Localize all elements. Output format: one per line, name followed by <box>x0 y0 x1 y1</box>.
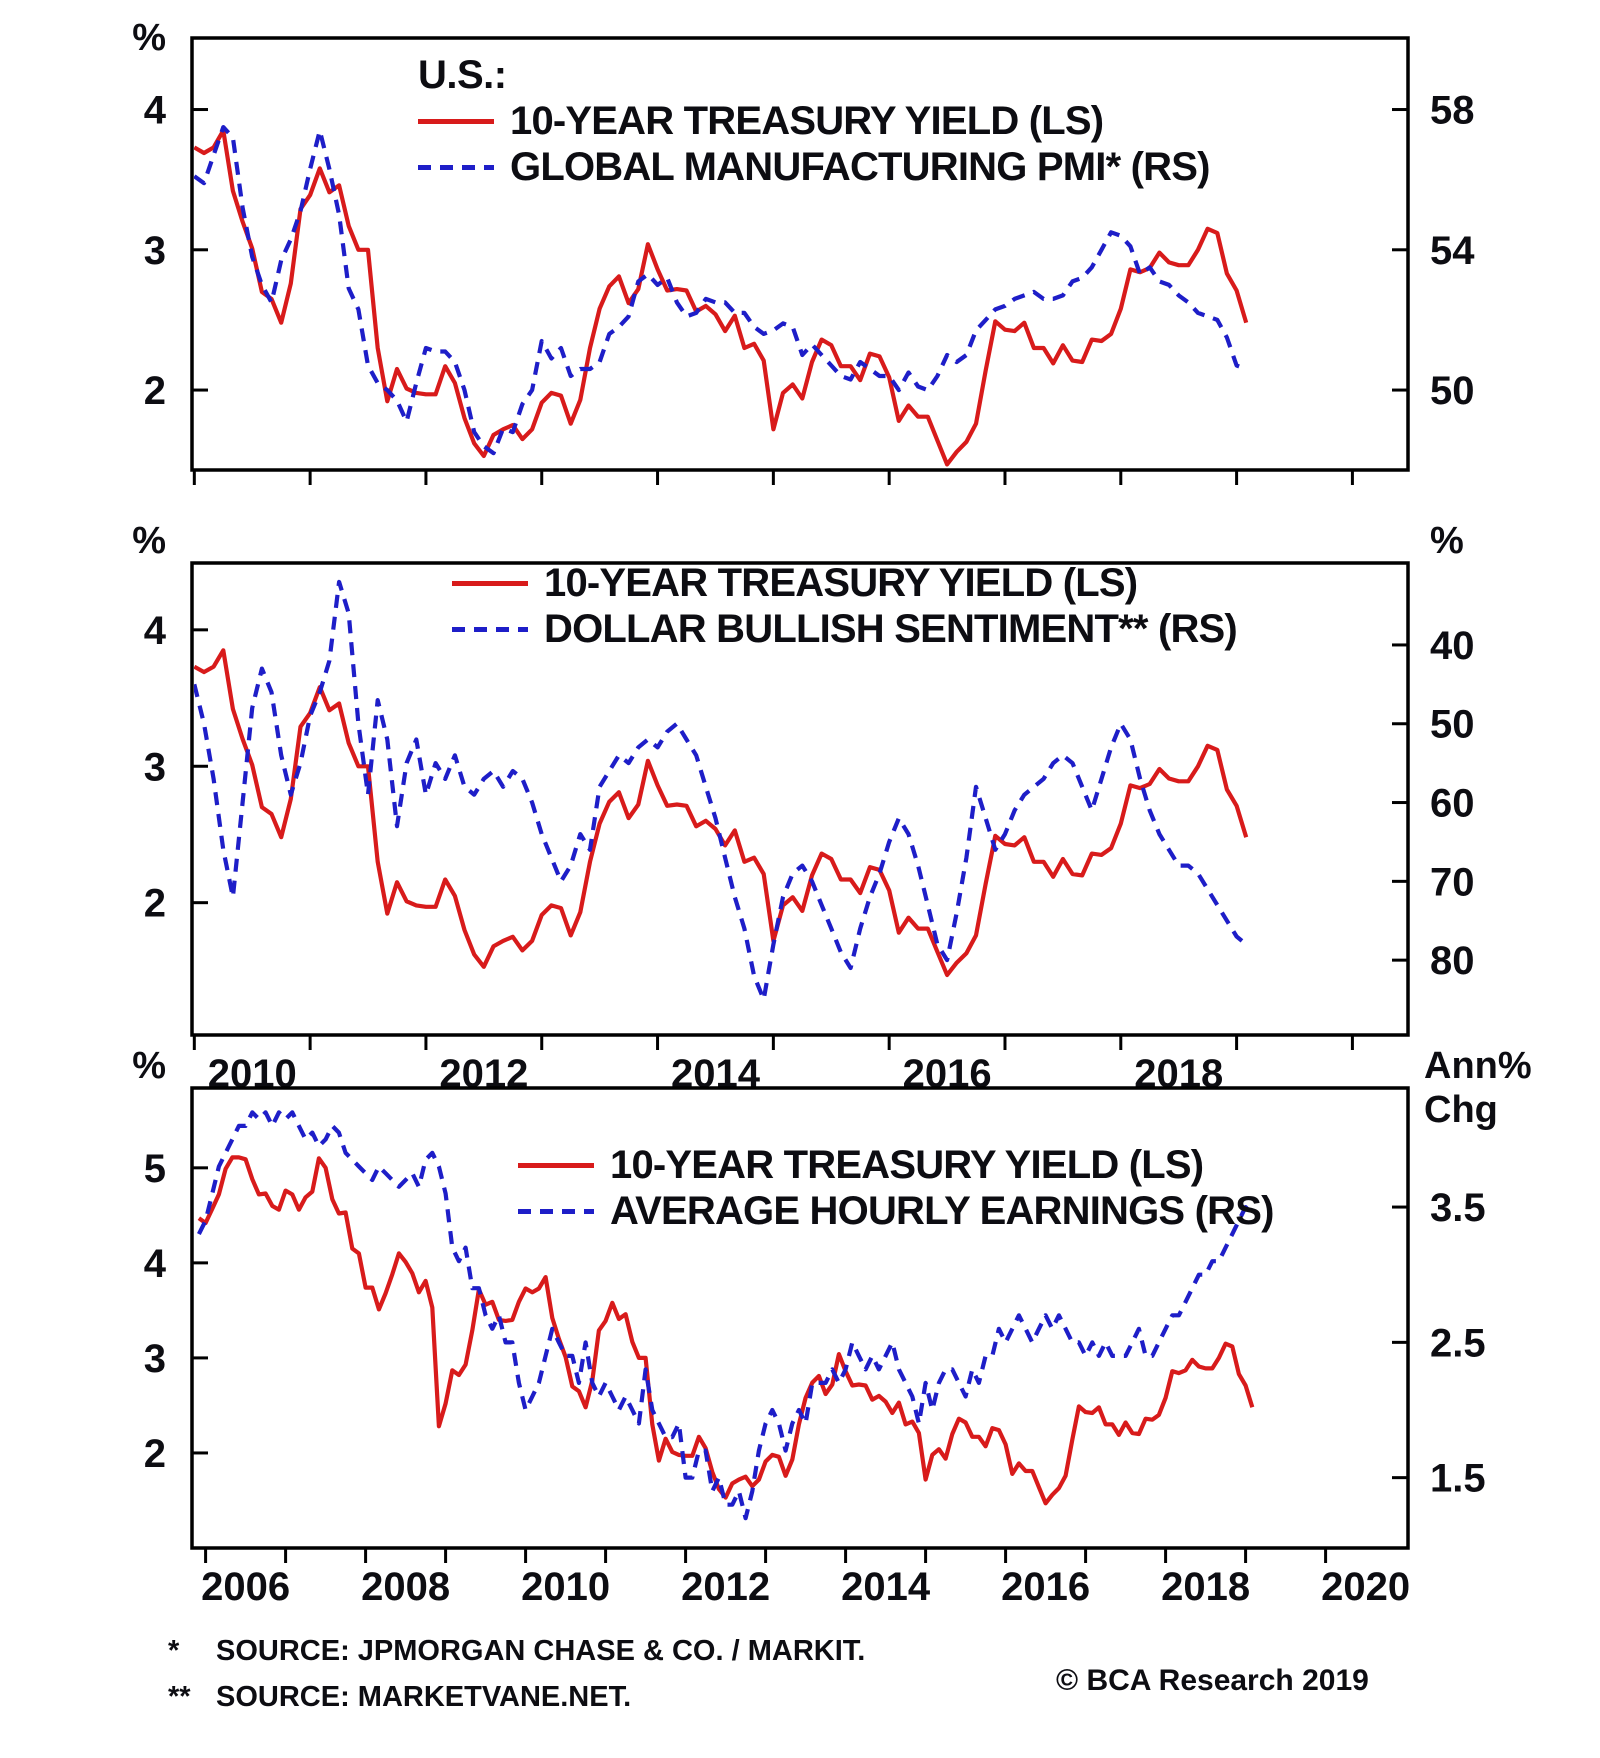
y-axis-right <box>1392 520 1475 983</box>
footnote-text-marketvane: SOURCE: MARKETVANE.NET. <box>216 1681 632 1713</box>
right-tick-label: 58 <box>1430 88 1475 133</box>
year-label: 2008 <box>361 1565 451 1609</box>
red-solid-line-swatch <box>518 1163 594 1168</box>
legend-label-dollar-sentiment: DOLLAR BULLISH SENTIMENT** (RS) <box>544 606 1237 651</box>
year-label: 2014 <box>841 1565 931 1609</box>
right-tick-label: 3.5 <box>1430 1186 1486 1231</box>
bottom-panel <box>132 1045 1531 1609</box>
blue-dashed-line-swatch <box>418 165 494 170</box>
left-tick-label: 3 <box>143 745 166 790</box>
legend-item-treasury-yield <box>418 98 1210 144</box>
x-axis-ticks <box>194 470 1352 485</box>
y-axis-right <box>1392 1045 1532 1501</box>
year-label: 2012 <box>681 1565 771 1609</box>
legend-label-treasury-yield: 10-YEAR TREASURY YIELD (LS) <box>544 560 1138 605</box>
right-tick-label: 60 <box>1430 781 1475 826</box>
right-tick-label: 54 <box>1430 228 1475 273</box>
series-10-year-treasury-yield <box>194 650 1246 975</box>
y-axis-left <box>132 17 208 413</box>
legend-header-us: U.S.: <box>418 52 507 97</box>
footnote-markit <box>168 1628 865 1674</box>
right-tick-label: 2.5 <box>1430 1321 1486 1366</box>
left-tick-label: 3 <box>143 228 166 273</box>
right-tick-label: 40 <box>1430 623 1475 668</box>
legend-bottom-panel <box>518 1142 1274 1234</box>
legend-item-dollar-sentiment <box>452 606 1237 652</box>
left-tick-label: 4 <box>143 608 166 653</box>
left-tick-label: 2 <box>143 881 166 926</box>
legend-middle-panel <box>452 560 1237 652</box>
year-label: 2010 <box>521 1565 611 1609</box>
legend-label-global-pmi: GLOBAL MANUFACTURING PMI* (RS) <box>510 144 1210 189</box>
right-tick-label: 1.5 <box>1430 1456 1486 1501</box>
right-axis-unit-line2: Chg <box>1424 1089 1498 1131</box>
legend-item-treasury-yield <box>518 1142 1274 1188</box>
year-label: 2016 <box>902 1052 992 1096</box>
right-tick-label: 50 <box>1430 702 1475 747</box>
legend-label-treasury-yield: 10-YEAR TREASURY YIELD (LS) <box>610 1142 1204 1187</box>
x-axis-labels <box>201 1565 1410 1609</box>
legend-label-hourly-earnings: AVERAGE HOURLY EARNINGS (RS) <box>610 1188 1274 1233</box>
y-axis-left <box>132 1045 208 1476</box>
left-tick-label: 4 <box>143 1241 166 1286</box>
blue-dashed-line-swatch <box>518 1209 594 1214</box>
year-label: 2010 <box>207 1052 297 1096</box>
right-tick-label: 70 <box>1430 860 1475 905</box>
left-axis-unit-percent: % <box>132 1045 166 1087</box>
right-tick-label: 80 <box>1430 939 1475 984</box>
year-label: 2018 <box>1134 1052 1224 1096</box>
year-label: 2018 <box>1161 1565 1251 1609</box>
x-axis-ticks <box>194 1035 1352 1050</box>
left-tick-label: 2 <box>143 1431 166 1476</box>
year-label: 2006 <box>201 1565 291 1609</box>
right-axis-unit-percent: % <box>1430 520 1464 562</box>
legend-top-panel <box>418 52 1210 190</box>
blue-dashed-line-swatch <box>452 627 528 632</box>
left-tick-label: 5 <box>143 1146 166 1191</box>
right-tick-label: 50 <box>1430 369 1475 414</box>
legend-item-treasury-yield <box>452 560 1237 606</box>
left-tick-label: 2 <box>143 369 166 414</box>
left-axis-unit-percent: % <box>132 520 166 562</box>
source-footnotes <box>168 1628 865 1720</box>
legend-item-global-pmi <box>418 144 1210 190</box>
year-label: 2014 <box>670 1052 760 1096</box>
left-axis-unit-percent: % <box>132 17 166 59</box>
y-axis-left <box>132 520 208 926</box>
x-axis-ticks <box>206 1548 1326 1563</box>
year-label: 2016 <box>1001 1565 1091 1609</box>
left-tick-label: 4 <box>143 88 166 133</box>
footnote-marker-double-asterisk: ** <box>168 1681 191 1713</box>
legend-label-treasury-yield: 10-YEAR TREASURY YIELD (LS) <box>510 98 1104 143</box>
footnote-marketvane <box>168 1674 865 1720</box>
copyright-notice: © BCA Research 2019 <box>1056 1664 1369 1697</box>
year-label: 2012 <box>439 1052 529 1096</box>
right-axis-unit-line1: Ann% <box>1424 1045 1532 1087</box>
red-solid-line-swatch <box>452 581 528 586</box>
red-solid-line-swatch <box>418 119 494 124</box>
y-axis-right <box>1392 89 1475 414</box>
footnote-text-markit: SOURCE: JPMORGAN CHASE & CO. / MARKIT. <box>216 1635 866 1667</box>
left-tick-label: 3 <box>143 1336 166 1381</box>
footnote-marker-single-asterisk: * <box>168 1635 180 1667</box>
legend-item-hourly-earnings <box>518 1188 1274 1234</box>
year-label: 2020 <box>1321 1565 1411 1609</box>
